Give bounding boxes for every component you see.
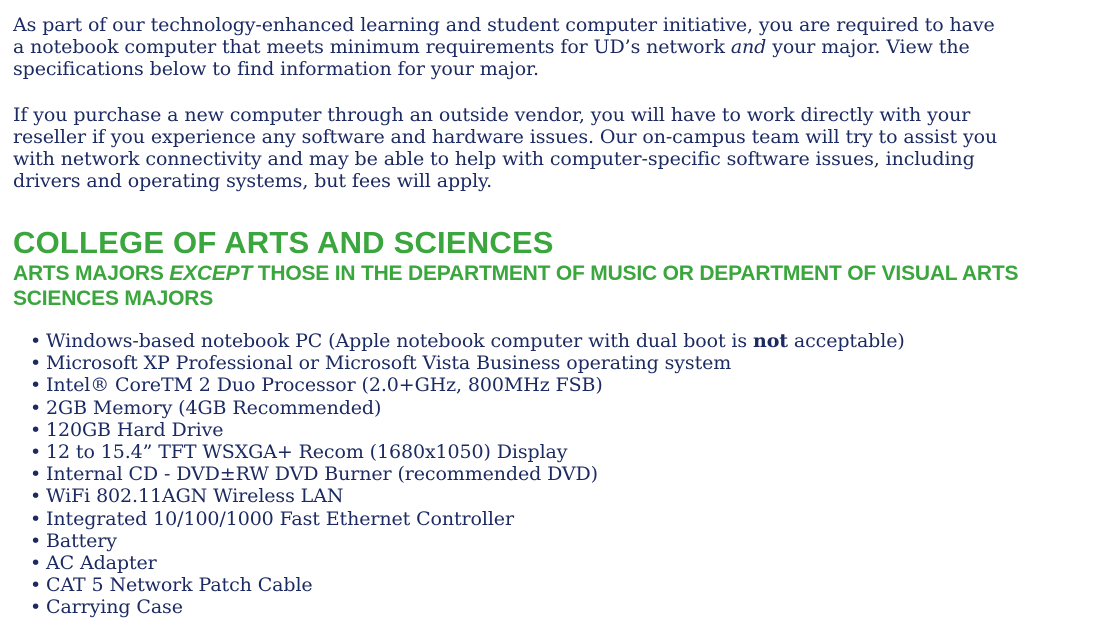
intro-paragraph-1-line-2 [13, 36, 995, 58]
spec-text: AC Adapter [46, 552, 157, 575]
spec-text: WiFi 802.11AGN Wireless LAN [46, 485, 344, 508]
spec-text: Windows-based notebook PC (Apple notebook computer with dual boot is [46, 330, 753, 352]
list-item [30, 596, 905, 618]
specs-list [30, 330, 905, 619]
bullet-icon: • [30, 374, 42, 397]
spec-text: Internal CD - DVD±RW DVD Burner (recommended DVD) [46, 463, 598, 486]
spec-text: Integrated 10/100/1000 Fast Ethernet Controller [46, 507, 514, 530]
intro-paragraph-2-line-4: drivers and operating systems, but fees will apply. [13, 170, 493, 192]
list-item [30, 419, 905, 441]
college-heading: COLLEGE OF ARTS AND SCIENCES [13, 225, 554, 260]
spec-text: Battery [46, 529, 117, 552]
bullet-icon: • [30, 574, 42, 597]
intro-paragraph-2-line-2: reseller if you experience any software and hardware issues. Our on-campus team will try to assist you [13, 126, 998, 148]
spec-text: 120GB Hard Drive [46, 418, 224, 441]
spec-text: Microsoft XP Professional or Microsoft Vista Business operating system [46, 352, 732, 375]
list-item [30, 352, 905, 374]
list-item [30, 397, 905, 419]
emphasis-not: not [752, 330, 788, 352]
intro-paragraph-2-line-1: If you purchase a new computer through an outside vendor, you will have to work directly with your [13, 104, 971, 126]
list-item [30, 485, 905, 507]
emphasis-and: and [730, 36, 767, 58]
spec-text: Carrying Case [46, 596, 183, 619]
bullet-icon: • [30, 507, 42, 530]
intro-paragraph-vendor [13, 104, 997, 192]
list-item [30, 574, 905, 596]
spec-text: 12 to 15.4” TFT WSXGA+ Recom (1680x1050) Display [46, 441, 568, 464]
list-item [30, 552, 905, 574]
emphasis-except: EXCEPT [169, 262, 253, 285]
subheading-line-2: SCIENCES MAJORS [13, 287, 214, 310]
intro-paragraph-requirements [13, 14, 995, 80]
bullet-icon: • [30, 418, 42, 441]
bullet-icon: • [30, 529, 42, 552]
list-item [30, 374, 905, 396]
list-item [30, 330, 905, 352]
bullet-icon: • [30, 596, 42, 619]
intro-paragraph-1-line-1: As part of our technology-enhanced learning and student computer initiative, you are required to have [13, 14, 995, 36]
list-item [30, 530, 905, 552]
list-item [30, 508, 905, 530]
spec-text: acceptable) [787, 330, 905, 352]
spec-text: CAT 5 Network Patch Cable [46, 574, 313, 597]
bullet-icon: • [30, 485, 42, 508]
bullet-icon: • [30, 396, 42, 419]
spec-text: 2GB Memory (4GB Recommended) [46, 396, 382, 419]
bullet-icon: • [30, 463, 42, 486]
majors-subheading [13, 261, 1018, 311]
list-item [30, 463, 905, 485]
bullet-icon: • [30, 441, 42, 464]
line-text: your major. View the [766, 36, 970, 58]
line-text: a notebook computer that meets minimum requirements for UD’s network [13, 36, 731, 58]
spec-text: Intel® CoreTM 2 Duo Processor (2.0+GHz, 800MHz FSB) [46, 374, 603, 397]
intro-paragraph-1-line-3: specifications below to find information for your major. [13, 58, 539, 80]
list-item [30, 441, 905, 463]
intro-paragraph-2-line-3: with network connectivity and may be able to help with computer-specific software issues, including [13, 148, 975, 170]
bullet-icon: • [30, 352, 42, 375]
bullet-icon: • [30, 552, 42, 575]
subheading-text: THOSE IN THE DEPARTMENT OF MUSIC OR DEPARTMENT OF VISUAL ARTS [252, 262, 1019, 285]
subheading-line-1 [13, 261, 1018, 286]
subheading-text: ARTS MAJORS [13, 262, 170, 285]
bullet-icon: • [30, 330, 42, 352]
